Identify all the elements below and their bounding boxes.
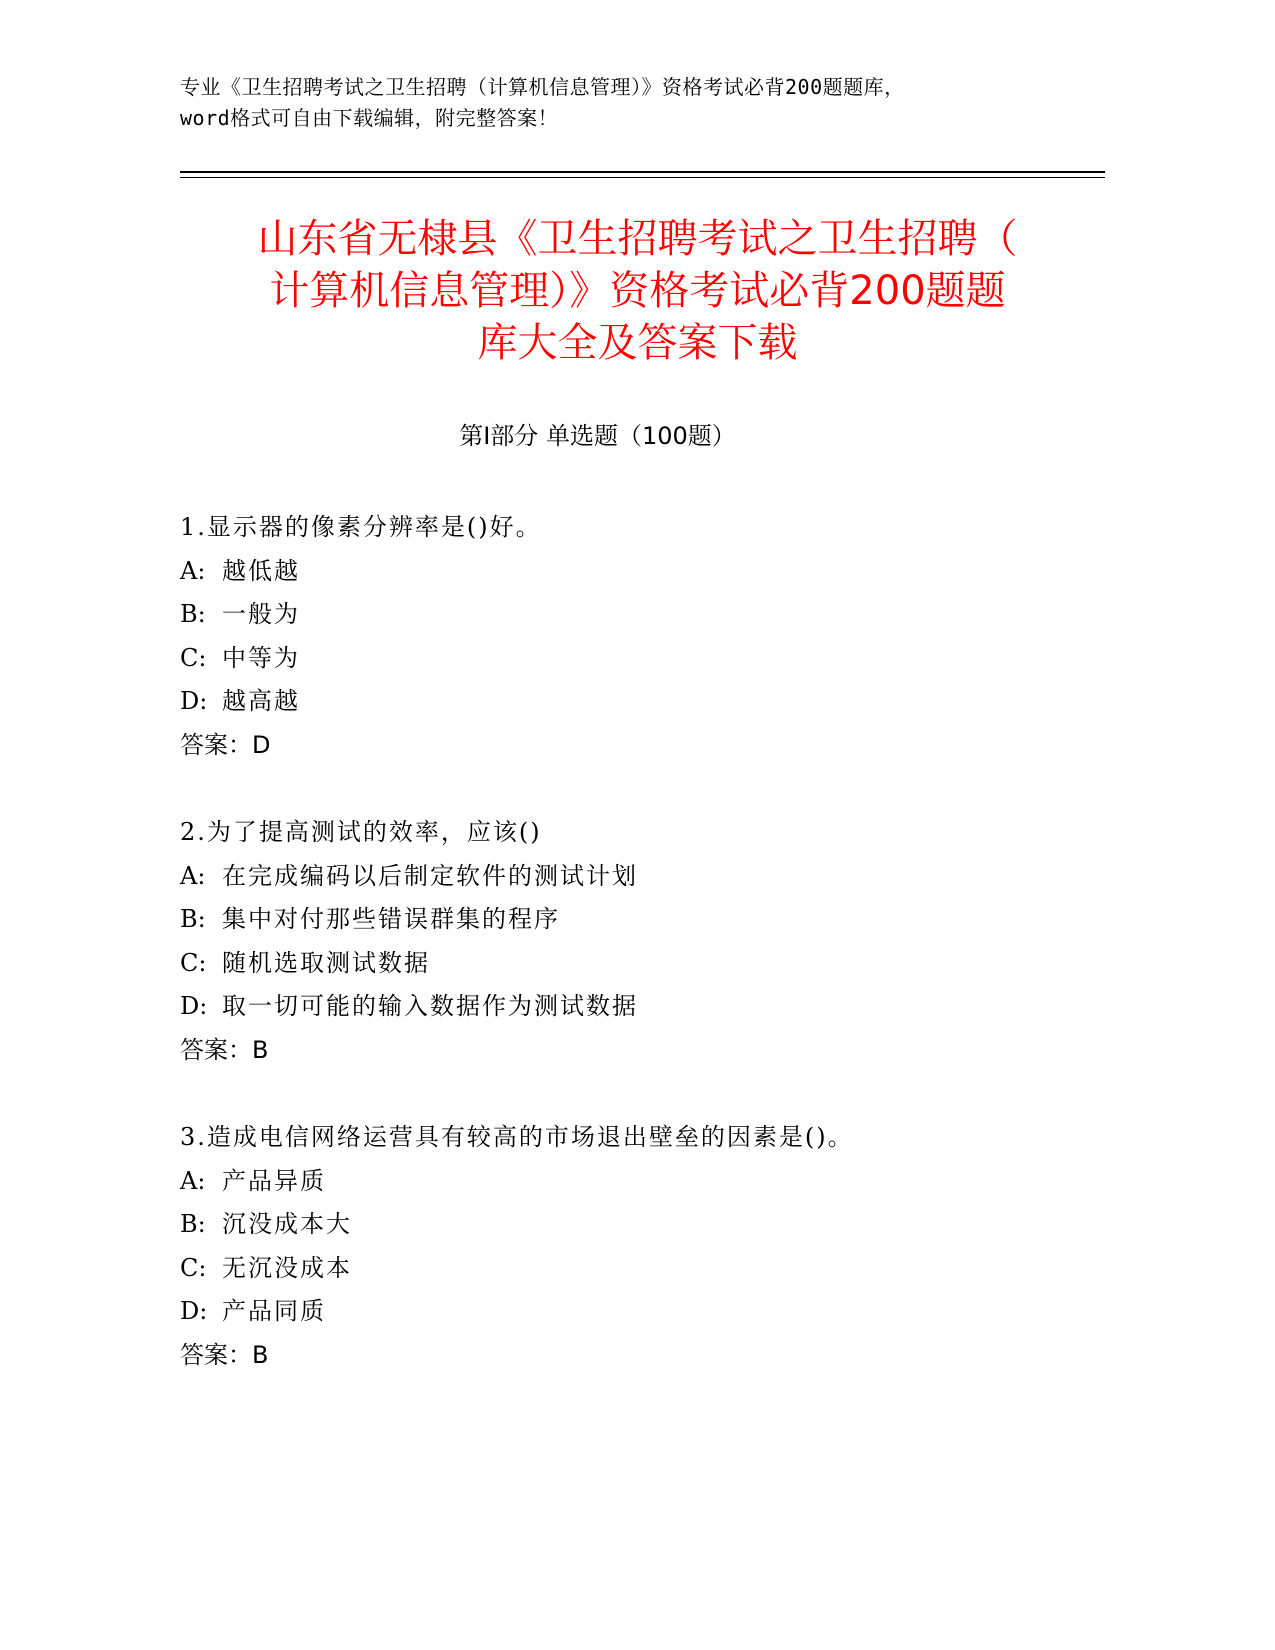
- option-b: [180, 1203, 1120, 1247]
- option-key: B:: [180, 905, 206, 934]
- option-a: [180, 550, 1120, 594]
- intro-line-1: 专业《卫生招聘考试之卫生招聘（计算机信息管理）》资格考试必背200题题库，: [180, 75, 905, 99]
- option-text: 越低越: [222, 556, 300, 585]
- option-text: 中等为: [222, 643, 300, 672]
- answer-line: 答案：D: [180, 730, 271, 759]
- document-title: [150, 213, 1125, 369]
- option-text: 取一切可能的输入数据作为测试数据: [222, 992, 638, 1021]
- question-block: [180, 506, 1120, 768]
- option-key: A:: [180, 1166, 206, 1195]
- header-divider-thin: [180, 177, 1105, 178]
- option-key: C:: [180, 643, 207, 672]
- option-a: [180, 1160, 1120, 1204]
- option-key: B:: [180, 1210, 206, 1239]
- title-line-2: 计算机信息管理）》资格考试必背200题题: [269, 268, 1006, 314]
- option-key: D:: [180, 992, 208, 1021]
- title-line-3: 库大全及答案下载: [477, 320, 798, 366]
- option-c: [180, 1247, 1120, 1291]
- option-key: A:: [180, 556, 206, 585]
- option-c: [180, 637, 1120, 681]
- option-key: C:: [180, 1253, 207, 1282]
- option-b: [180, 898, 1120, 942]
- option-b: [180, 593, 1120, 637]
- intro-text: [180, 72, 1100, 134]
- header-divider-thick: [180, 171, 1105, 173]
- option-d: [180, 680, 1120, 724]
- question-stem: 1.显示器的像素分辨率是()好。: [180, 513, 542, 541]
- option-c: [180, 942, 1120, 986]
- option-key: D:: [180, 687, 208, 716]
- option-text: 产品同质: [222, 1297, 326, 1326]
- title-line-1: 山东省无棣县《卫生招聘考试之卫生招聘（: [257, 216, 1018, 262]
- option-text: 沉没成本大: [222, 1210, 352, 1239]
- option-key: A:: [180, 861, 206, 890]
- option-key: C:: [180, 948, 207, 977]
- answer-line: 答案：B: [180, 1035, 269, 1064]
- answer-line: 答案：B: [180, 1340, 269, 1369]
- option-text: 一般为: [222, 600, 300, 629]
- option-text: 越高越: [222, 687, 300, 716]
- question-stem: 2.为了提高测试的效率，应该(): [180, 818, 542, 846]
- option-text: 无沉没成本: [222, 1253, 352, 1282]
- section-heading: 第Ⅰ部分 单选题（100题）: [459, 422, 736, 450]
- option-key: B:: [180, 600, 206, 629]
- option-a: [180, 855, 1120, 899]
- option-text: 在完成编码以后制定软件的测试计划: [222, 861, 638, 890]
- option-text: 产品异质: [222, 1166, 326, 1195]
- intro-line-2: word格式可自由下载编辑，附完整答案！: [180, 106, 559, 130]
- question-block: [180, 1116, 1120, 1378]
- option-text: 随机选取测试数据: [222, 948, 430, 977]
- option-d: [180, 985, 1120, 1029]
- question-block: [180, 811, 1120, 1073]
- option-d: [180, 1290, 1120, 1334]
- question-stem: 3.造成电信网络运营具有较高的市场退出壁垒的因素是()。: [180, 1123, 854, 1151]
- option-key: D:: [180, 1297, 208, 1326]
- option-text: 集中对付那些错误群集的程序: [222, 905, 560, 934]
